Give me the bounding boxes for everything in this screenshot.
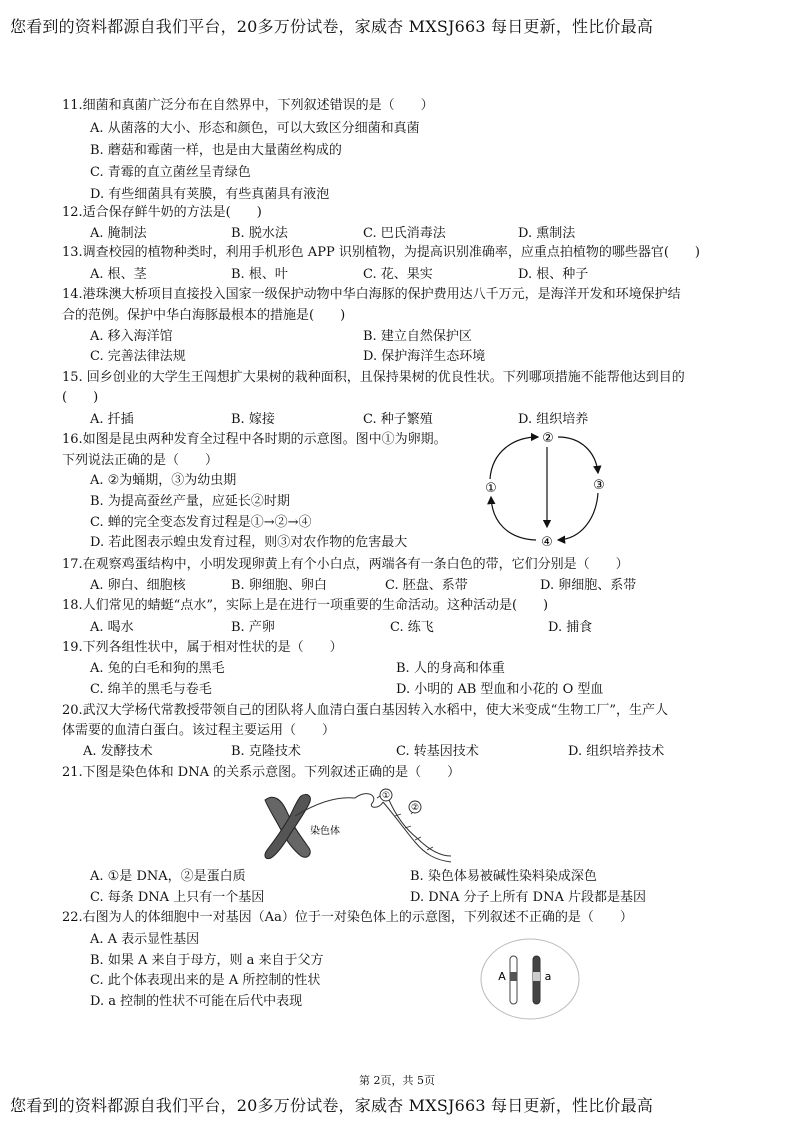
page-number: 第 2页，共 5页 <box>359 1074 435 1087</box>
q15-option-b: B. 嫁接 <box>231 412 275 427</box>
top-banner: 您看到的资料都源自我们平台，20多万份试卷，家威杏 MXSJ663 每日更新，性比价最高 <box>10 17 654 36</box>
q11-option-c: C. 青霉的直立菌丝呈青绿色 <box>90 165 251 180</box>
q21-option-a: A. ①是 DNA，②是蛋白质 <box>90 869 246 884</box>
q18-option-b: B. 产卵 <box>231 620 275 635</box>
q14-option-a: A. 移入海洋馆 <box>90 329 173 344</box>
insect-development-diagram <box>478 427 613 552</box>
q18-option-a: A. 喝水 <box>90 620 134 635</box>
q13-option-c: C. 花、果实 <box>363 267 433 282</box>
stage-2-label: ② <box>542 431 554 446</box>
q20-option-a: A. 发酵技术 <box>83 744 153 759</box>
q21-option-b: B. 染色体易被碱性染料染成深色 <box>410 869 597 884</box>
q13-stem: 13.调查校园的植物种类时，利用手机形色 APP 识别植物，为提高识别准确率，应重点拍植物的哪些器官( ) <box>62 245 700 260</box>
q14-option-c: C. 完善法律法规 <box>90 349 186 364</box>
q11-option-b: B. 蘑菇和霉菌一样，也是由大量菌丝构成的 <box>90 143 342 158</box>
q11-option-a: A. 从菌落的大小、形态和颜色，可以大致区分细菌和真菌 <box>90 121 420 136</box>
q12-option-b: B. 脱水法 <box>231 226 288 241</box>
arc-3-to-4 <box>558 493 598 540</box>
q18-stem: 18.人们常见的蜻蜓“点水”，实际上是在进行一项重要的生命活动。这种活动是( ) <box>62 598 549 613</box>
stage-1-label: ① <box>485 481 497 496</box>
arc-2-to-3 <box>558 437 598 473</box>
q19-option-a: A. 兔的白毛和狗的黑毛 <box>90 661 225 676</box>
q16-option-a: A. ②为蛹期，③为幼虫期 <box>90 473 237 488</box>
q18-option-c: C. 练飞 <box>390 620 434 635</box>
q17-option-c: C. 胚盘、系带 <box>385 578 468 593</box>
q14-option-d: D. 保护海洋生态环境 <box>363 349 486 364</box>
q21-stem: 21.下图是染色体和 DNA 的关系示意图。下列叙述正确的是（ ） <box>62 765 461 780</box>
arc-4-to-1 <box>491 497 536 540</box>
q11-stem: 11.细菌和真菌广泛分布在自然界中，下列叙述错误的是（ ） <box>62 98 434 113</box>
q17-stem: 17.在观察鸡蛋结构中，小明发现卵黄上有个小白点，两端各有一条白色的带，它们分别是（ ） <box>62 557 629 572</box>
allele-a-label: a <box>544 970 552 983</box>
chromosome-dna-diagram <box>255 786 455 864</box>
q17-option-b: B. 卵细胞、卵白 <box>231 578 327 593</box>
q17-option-d: D. 卵细胞、系带 <box>540 578 637 593</box>
q22-option-d: D. a 控制的性状不可能在后代中表现 <box>90 994 303 1009</box>
q16-stem-line1: 16.如图是昆虫两种发育全过程中各时期的示意图。图中①为卵期。 <box>62 432 447 447</box>
chromosome-x-shape <box>265 794 310 858</box>
q19-option-b: B. 人的身高和体重 <box>396 661 505 676</box>
allele-A-label: A <box>498 970 506 983</box>
q19-option-c: C. 绵羊的黑毛与卷毛 <box>90 682 212 697</box>
q22-option-b: B. 如果 A 来自于母方，则 a 来自于父方 <box>90 953 324 968</box>
q19-option-d: D. 小明的 AB 型血和小花的 O 型血 <box>396 682 604 697</box>
q20-option-d: D. 组织培养技术 <box>568 744 665 759</box>
q14-stem-line1: 14.港珠澳大桥项目直接投入国家一级保护动物中华白海豚的保护费用达八千万元，是海洋开发和环境保护结 <box>62 287 681 302</box>
q20-option-b: B. 克隆技术 <box>231 744 301 759</box>
q16-option-c: C. 蝉的完全变态发育过程是①→②→④ <box>90 515 312 530</box>
q20-stem-line2: 体需要的血清白蛋白。该过程主要运用（ ） <box>62 723 336 738</box>
q13-option-b: B. 根、叶 <box>231 267 288 282</box>
q12-option-a: A. 腌制法 <box>90 226 147 241</box>
chromosome-label: 染色体 <box>310 826 340 837</box>
q19-stem: 19.下列各组性状中，属于相对性状的是（ ） <box>62 640 343 655</box>
q16-stem-line2: 下列说法正确的是（ ） <box>62 453 219 468</box>
q12-option-d: D. 熏制法 <box>518 226 576 241</box>
q14-stem-line2: 合的范例。保护中华白海豚最根本的措施是( ) <box>62 308 346 323</box>
stage-3-label: ③ <box>593 478 605 493</box>
q21-option-c: C. 每条 DNA 上只有一个基因 <box>90 890 265 905</box>
q13-option-a: A. 根、茎 <box>90 267 147 282</box>
q21-option-d: D. DNA 分子上所有 DNA 片段都是基因 <box>410 890 646 905</box>
cell-outline <box>481 939 579 1019</box>
q20-option-c: C. 转基因技术 <box>396 744 479 759</box>
stage-4-label: ④ <box>541 535 553 550</box>
q22-stem: 22.右图为人的体细胞中一对基因（Aa）位于一对染色体上的示意图，下列叙述不正确的是（ ） <box>62 910 633 925</box>
q22-option-a: A. A 表示显性基因 <box>90 932 200 947</box>
q15-option-a: A. 扦插 <box>90 412 134 427</box>
marker-1-label: ① <box>381 791 391 801</box>
marker-2-label: ② <box>410 803 420 813</box>
q12-option-c: C. 巴氏消毒法 <box>363 226 446 241</box>
q13-option-d: D. 根、种子 <box>518 267 589 282</box>
q15-option-d: D. 组织培养 <box>518 412 589 427</box>
q11-option-d: D. 有些细菌具有荚膜，有些真菌具有液泡 <box>90 187 330 202</box>
q20-stem-line1: 20.武汉大学杨代常教授带领自己的团队将人血清白蛋白基因转入水稻中，使大米变成“生物工厂”，生产人 <box>62 703 668 718</box>
q15-stem-line2: ( ) <box>62 390 99 405</box>
q22-option-c: C. 此个体表现出来的是 A 所控制的性状 <box>90 973 321 988</box>
q16-option-d: D. 若此图表示蝗虫发育过程，则③对农作物的危害最大 <box>90 535 408 550</box>
q15-option-c: C. 种子繁殖 <box>363 412 433 427</box>
gene-pair-diagram <box>478 936 582 1022</box>
q15-stem-line1: 15. 回乡创业的大学生王闯想扩大果树的栽种面积，且保持果树的优良性状。下列哪项措施不能帮他达到目的 <box>62 370 685 385</box>
q12-stem: 12.适合保存鲜牛奶的方法是( ) <box>62 205 262 220</box>
q16-option-b: B. 为提高蚕丝产量，应延长②时期 <box>90 494 290 509</box>
q18-option-d: D. 捕食 <box>548 620 593 635</box>
bottom-banner: 您看到的资料都源自我们平台，20多万份试卷，家威杏 MXSJ663 每日更新，性比价最高 <box>10 1096 654 1115</box>
q17-option-a: A. 卵白、细胞核 <box>90 578 186 593</box>
q14-option-b: B. 建立自然保护区 <box>363 329 472 344</box>
arc-1-to-2 <box>490 437 538 479</box>
